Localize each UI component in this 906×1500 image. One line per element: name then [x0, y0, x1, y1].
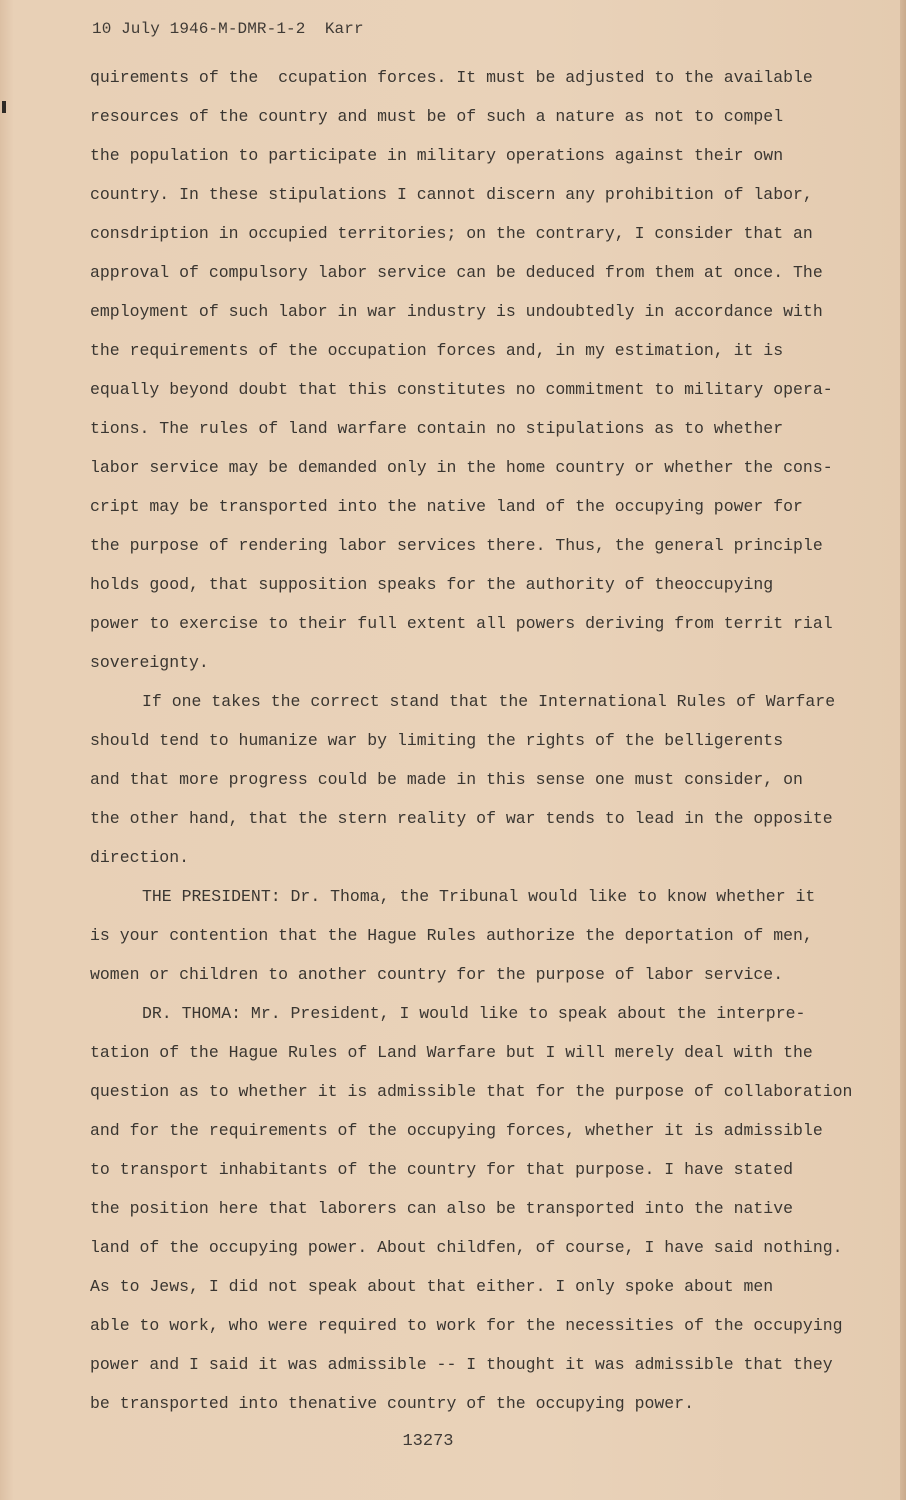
text-line: power and I said it was admissible -- I thought it was admissible that they — [90, 1355, 833, 1374]
page-number: 13273 — [402, 1432, 454, 1451]
text-line: is your contention that the Hague Rules authorize the deportation of men, — [90, 926, 813, 945]
text-line: be transported into thenative country of the occupying power. — [90, 1394, 694, 1413]
text-line: As to Jews, I did not speak about that either. I only spoke about men — [90, 1277, 774, 1296]
text-line: sovereignty. — [90, 653, 209, 672]
text-line: employment of such labor in war industry is undoubtedly in accordance with — [90, 302, 823, 321]
text-line: the purpose of rendering labor services there. Thus, the general principle — [90, 536, 823, 555]
text-line: resources of the country and must be of such a nature as not to compel — [90, 107, 784, 126]
text-line: consdription in occupied territories; on the contrary, I consider that an — [90, 224, 813, 243]
text-line: approval of compulsory labor service can be deduced from them at once. The — [90, 263, 823, 282]
page-header: 10 July 1946-M-DMR-1-2 Karr — [92, 20, 364, 38]
text-line: the requirements of the occupation forces and, in my estimation, it is — [90, 341, 784, 360]
text-line: DR. THOMA: Mr. President, I would like to speak about the interpre- — [142, 1004, 806, 1023]
text-line: equally beyond doubt that this constitutes no commitment to military opera- — [90, 380, 833, 399]
text-line: the other hand, that the stern reality of war tends to lead in the opposite — [90, 809, 833, 828]
transcript-body — [90, 58, 870, 1423]
text-line: and that more progress could be made in this sense one must consider, on — [90, 770, 803, 789]
text-line: tions. The rules of land warfare contain no stipulations as to whether — [90, 419, 784, 438]
text-line: tation of the Hague Rules of Land Warfare but I will merely deal with the — [90, 1043, 813, 1062]
text-line: to transport inhabitants of the country for that purpose. I have stated — [90, 1160, 794, 1179]
margin-mark — [2, 101, 6, 113]
text-line: cript may be transported into the native land of the occupying power for — [90, 497, 803, 516]
text-line: land of the occupying power. About childfen, of course, I have said nothing. — [90, 1238, 843, 1257]
text-line: and for the requirements of the occupying forces, whether it is admissible — [90, 1121, 823, 1140]
paper-edge — [900, 0, 906, 1500]
text-line: the population to participate in military operations against their own — [90, 146, 784, 165]
text-line: should tend to humanize war by limiting the rights of the belligerents — [90, 731, 784, 750]
text-line: country. In these stipulations I cannot discern any prohibition of labor, — [90, 185, 813, 204]
text-line: holds good, that supposition speaks for the authority of theoccupying — [90, 575, 774, 594]
text-line: the position here that laborers can also be transported into the native — [90, 1199, 794, 1218]
text-line: direction. — [90, 848, 190, 867]
text-line: quirements of the ccupation forces. It must be adjusted to the available — [90, 68, 813, 87]
text-line: question as to whether it is admissible that for the purpose of collaboration — [90, 1082, 853, 1101]
text-line: women or children to another country for the purpose of labor service. — [90, 965, 784, 984]
text-line: power to exercise to their full extent all powers deriving from territ rial — [90, 614, 833, 633]
text-line: THE PRESIDENT: Dr. Thoma, the Tribunal would like to know whether it — [142, 887, 816, 906]
text-line: If one takes the correct stand that the International Rules of Warfare — [142, 692, 836, 711]
text-line: labor service may be demanded only in the home country or whether the cons- — [90, 458, 833, 477]
text-line: able to work, who were required to work for the necessities of the occupying — [90, 1316, 843, 1335]
